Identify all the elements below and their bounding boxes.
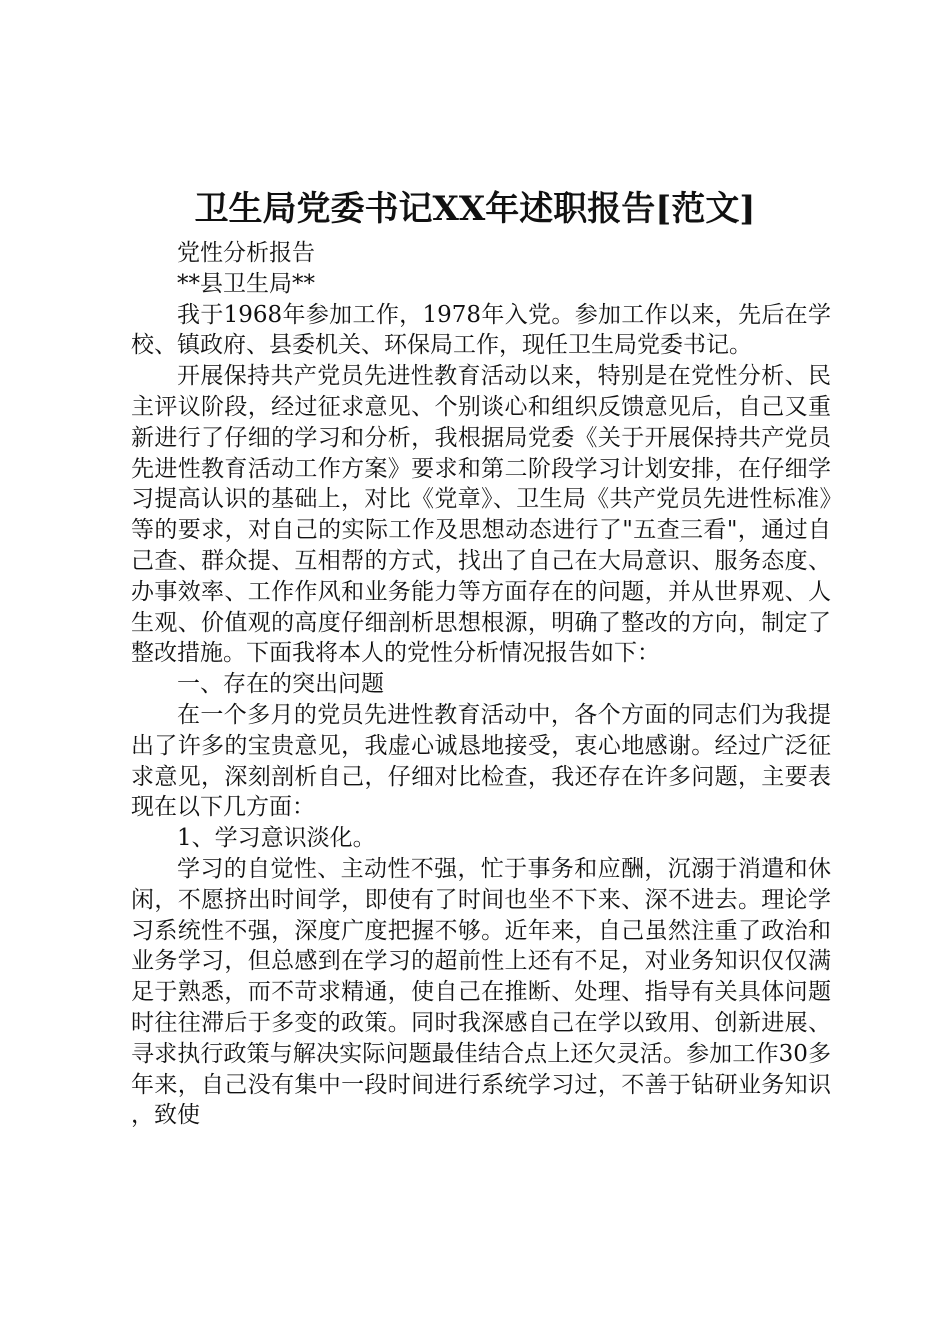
body-paragraph: 在一个多月的党员先进性教育活动中，各个方面的同志们为我提出了许多的宝贵意见，我虚心诚恳地接受，衷心地感谢。经过广泛征求意见，深刻剖析自己，仔细对比检查，我还存在许多问题，主要表现在以下几方面： xyxy=(131,701,831,821)
body-paragraph: 学习的自觉性、主动性不强，忙于事务和应酬，沉溺于消遣和休闲，不愿挤出时间学，即使有了时间也坐不下来、深不进去。理论学习系统性不强，深度广度把握不够。近年来，自己虽然注重了政治和业务学习，但总感到在学习的超前性上还有不足，对业务知识仅仅满足于熟悉，而不苛求精通，使自己在推断、处理、指导有关具体问题时往往滞后于多变的政策。同时我深感自己在学以致用、创新进展、寻求执行政策与解决实际问题最佳结合点上还欠灵活。参加工作30多年来，自己没有集中一段时间进行系统学习过，不善于钻研业务知识，致使 xyxy=(131,855,831,1129)
subsection-heading: 1、学习意识淡化。 xyxy=(177,825,376,852)
author-paragraph: **县卫生局** xyxy=(177,270,315,297)
document-body xyxy=(131,238,831,1131)
section-heading: 一、存在的突出问题 xyxy=(177,671,384,698)
document-title: 卫生局党委书记XX年述职报告[范文] xyxy=(194,189,756,229)
subtitle-paragraph: 党性分析报告 xyxy=(177,240,315,266)
intro-paragraph: 我于1968年参加工作，1978年入党。参加工作以来，先后在学校、镇政府、县委机关、环保局工作，现任卫生局党委书记。 xyxy=(131,301,831,359)
body-paragraph: 开展保持共产党员先进性教育活动以来，特别是在党性分析、民主评议阶段，经过征求意见、个别谈心和组织反馈意见后，自己又重新进行了仔细的学习和分析，我根据局党委《关于开展保持共产党员先进性教育活动工作方案》要求和第二阶段学习计划安排，在仔细学习提高认识的基础上，对比《党章》、卫生局《共产党员先进性标准》等的要求，对自己的实际工作及思想动态进行了"五查三看"，通过自己查、群众提、互相帮的方式，找出了自己在大局意识、服务态度、办事效率、工作作风和业务能力等方面存在的问题，并从世界观、人生观、价值观的高度仔细剖析思想根源，明确了整改的方向，制定了整改措施。下面我将本人的党性分析情况报告如下： xyxy=(131,363,831,667)
